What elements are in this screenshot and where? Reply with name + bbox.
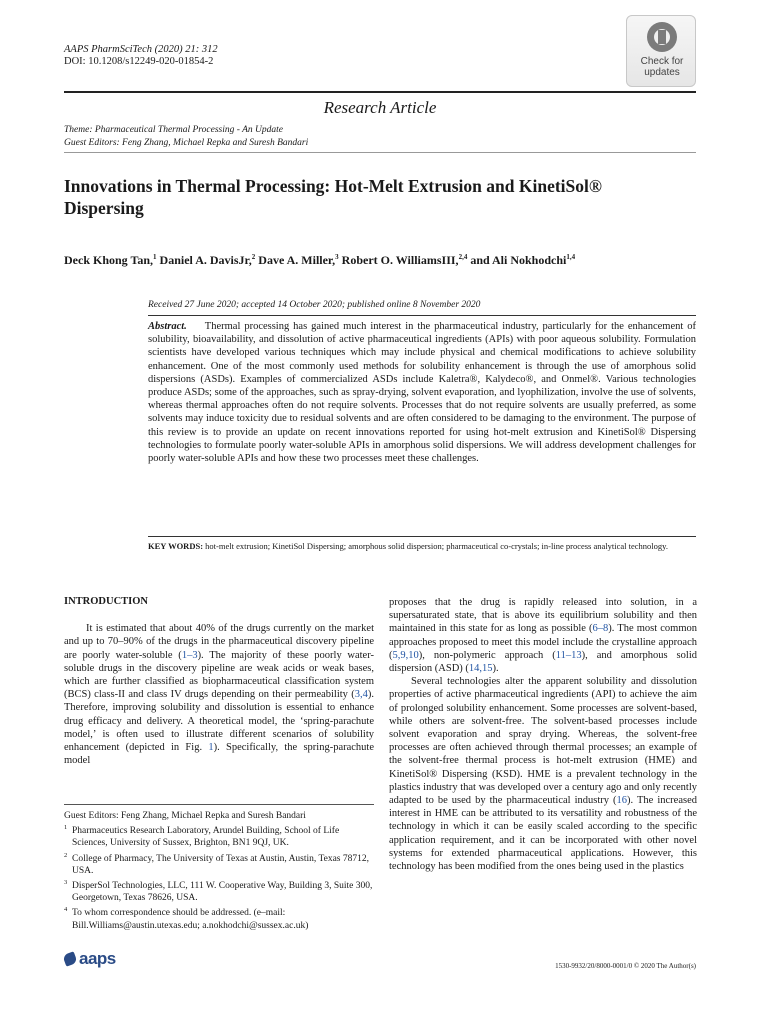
theme-rule [64, 152, 696, 153]
theme: Theme: Pharmaceutical Thermal Processing - An Update [64, 125, 283, 135]
left-column [64, 595, 374, 767]
journal-citation: AAPS PharmSciTech (2020) 21: 312 [64, 44, 218, 55]
guest-editors: Guest Editors: Feng Zhang, Michael Repka and Suresh Bandari [64, 138, 309, 148]
keywords [148, 541, 696, 552]
paragraph: It is estimated that about 40% of the drugs currently on the market and up to 70–90% of the drugs in the pharmaceutical discovery pipeline are poorly water-soluble (1–3). The majority of these poorly water-soluble drugs in the discovery pipeline are weak acids or weak bases, which are further classified as biopharmaceutical classification system (BCS) class-II and class IV drugs depending on their permeability (3,4). Therefore, improving solubility and dissolution is essential to enhance drug efficacy and delivery. A theoretical model, the ‘spring-parachute model,’ is often used to illustrate different scenarios of solubility enhancement (depicted in Fig. 1). Specifically, the spring-parachute model [64, 623, 375, 767]
author: Deck Khong Tan, [64, 253, 154, 267]
abstract-label: Abstract. [148, 321, 187, 332]
author-affiliation: 3 [335, 253, 339, 261]
abstract-top-rule [148, 315, 696, 316]
figure-link[interactable]: 1 [208, 742, 214, 754]
author-list [64, 253, 575, 268]
author-affiliation: 2,4 [458, 253, 468, 261]
theme-block [64, 124, 308, 150]
abstract [148, 320, 696, 465]
author-affiliation: 1 [153, 253, 157, 261]
abstract-bottom-rule [148, 536, 696, 537]
badge-line-1: Check for [640, 56, 684, 67]
citation-link[interactable]: 11–13 [555, 649, 582, 661]
author: Robert O. WilliamsIII, [341, 253, 459, 267]
badge-line-2: updates [644, 67, 680, 78]
footnote-editors: Guest Editors: Feng Zhang, Michael Repka and Suresh Bandari [64, 811, 306, 821]
received-dates: Received 27 June 2020; accepted 14 October 2020; published online 8 November 2020 [148, 300, 481, 310]
footnotes [64, 810, 374, 932]
author: Dave A. Miller, [258, 253, 336, 267]
check-for-updates-badge[interactable] [626, 15, 696, 87]
journal-info [64, 44, 218, 68]
keywords-text: hot-melt extrusion; KinetiSol Dispersing; amorphous solid dispersion; pharmaceutical co-crystals; in-line process analytical technology. [205, 541, 668, 551]
citation-link[interactable]: 16 [616, 795, 628, 807]
author: Daniel A. DavisJr, [159, 253, 252, 267]
doi[interactable]: DOI: 10.1208/s12249-020-01854-2 [64, 56, 214, 67]
author-affiliation: 1,4 [566, 253, 576, 261]
footnote: 3 DisperSol Technologies, LLC, 111 W. Cooperative Way, Building 3, Suite 300, Georgetown, Texas 78626, USA. [64, 879, 373, 904]
footnote: 1 Pharmaceutics Research Laboratory, Arundel Building, School of Life Sciences, University of Sussex, Brighton, BN1 9QJ, UK. [64, 824, 340, 849]
keywords-label: KEY WORDS: [148, 541, 204, 551]
right-column [389, 596, 697, 873]
footnote-rule [64, 804, 374, 805]
article-type: Research Article [323, 98, 437, 117]
abstract-text: Thermal processing has gained much interest in the pharmaceutical industry, particularly for the enhancement of solubility, bioavailability, and dissolution of active pharmaceutical ingredients (APIs) with poor aqueous solubility. Formulation scientists have developed various techniques which may include physical and chemical modifications to achieve solubility enhancement. One of the most commonly used methods for solubility enhancement is through the use of amorphous solid dispersions (ASDs). Examples of commercialized ASDs include Kaletra®, Kalydeco®, and Onmel®. Various technologies produce ASDs; some of the approaches, such as spray-drying, solvent evaporation, and lyophilization, involve the use of solvents, whereas thermal approaches often do not require solvents. Processes that do not require solvents are usually preferred, as some solvents may induce toxicity due to residual solvents and are often considered to be damaging to the environment. The purpose of this review is to provide an update on recent innovations reported for using hot-melt extrusion and KinetiSol® Dispersing technologies to formulate poorly water-soluble APIs in amorphous solid dispersions. We will address development challenges for poorly water-soluble APIs and how these two processes meet these challenges. [148, 321, 696, 465]
citation-link[interactable]: 14,15 [468, 663, 493, 675]
footnote: 4 To whom correspondence should be addressed. (e–mail: Bill.Williams@austin.utexas.edu; a.nokhodchi@sussex.ac.uk) [64, 906, 309, 931]
issn-copyright: 1530-9932/20/8000-0001/0 © 2020 The Author(s) [555, 962, 696, 970]
footnote: 2 College of Pharmacy, The University of Texas at Austin, Austin, Texas 78712, USA. [64, 851, 370, 876]
aaps-logo: aaps [64, 949, 116, 969]
citation-link[interactable]: 5,9,10 [392, 649, 419, 661]
paragraph: Several technologies alter the apparent solubility and dissolution properties of active pharmaceutical ingredients (API) to achieve the aim of prolonged solubility enhancement. Some processes are solvent-based, while others are solvent-free. The solvent-based processes include solvent evaporation and spray drying. Whereas, the solvent-free processes are often achieved through thermal processes; an example of the solvent-free thermal process is hot-melt extrusion (HME) and KinetiSol® Dispersing (KSD). HME is a prevalent technology in the plastics industry that was developed over a century ago and only recently adapted to be used by the pharmaceutical industry (16). The increased interest in HME can be attributed to its versatility and robustness of the technology in which it can be easily scaled according to the specific application requirement, and it can be incorporated with other novel systems for extended pharmaceutical applications. However, this technology has been modified from the ones being used in the plastics [389, 676, 697, 873]
header-rule [64, 91, 696, 93]
aaps-logo-icon [62, 951, 77, 966]
citation-link[interactable]: 1–3 [181, 649, 198, 661]
author: and Ali Nokhodchi [470, 253, 567, 267]
article-title: Innovations in Thermal Processing: Hot-Melt Extrusion and KinetiSol® Dispersing [64, 176, 602, 218]
citation-link[interactable]: 6–8 [592, 623, 609, 635]
author-affiliation: 2 [251, 253, 256, 261]
citation-link[interactable]: 3,4 [354, 689, 368, 701]
paragraph: proposes that the drug is rapidly released into solution, in a supersaturated state, that is above its equilibrium solubility and then maintained in this state for as long as possible (6–8). The most common approaches proposed to meet this model include the crystalline approach (5,9,10), non-polymeric approach (11–13), and amorphous solid dispersion (ASD) (14,15). [389, 597, 698, 675]
section-heading: INTRODUCTION [64, 596, 149, 607]
crossmark-icon [647, 22, 677, 52]
